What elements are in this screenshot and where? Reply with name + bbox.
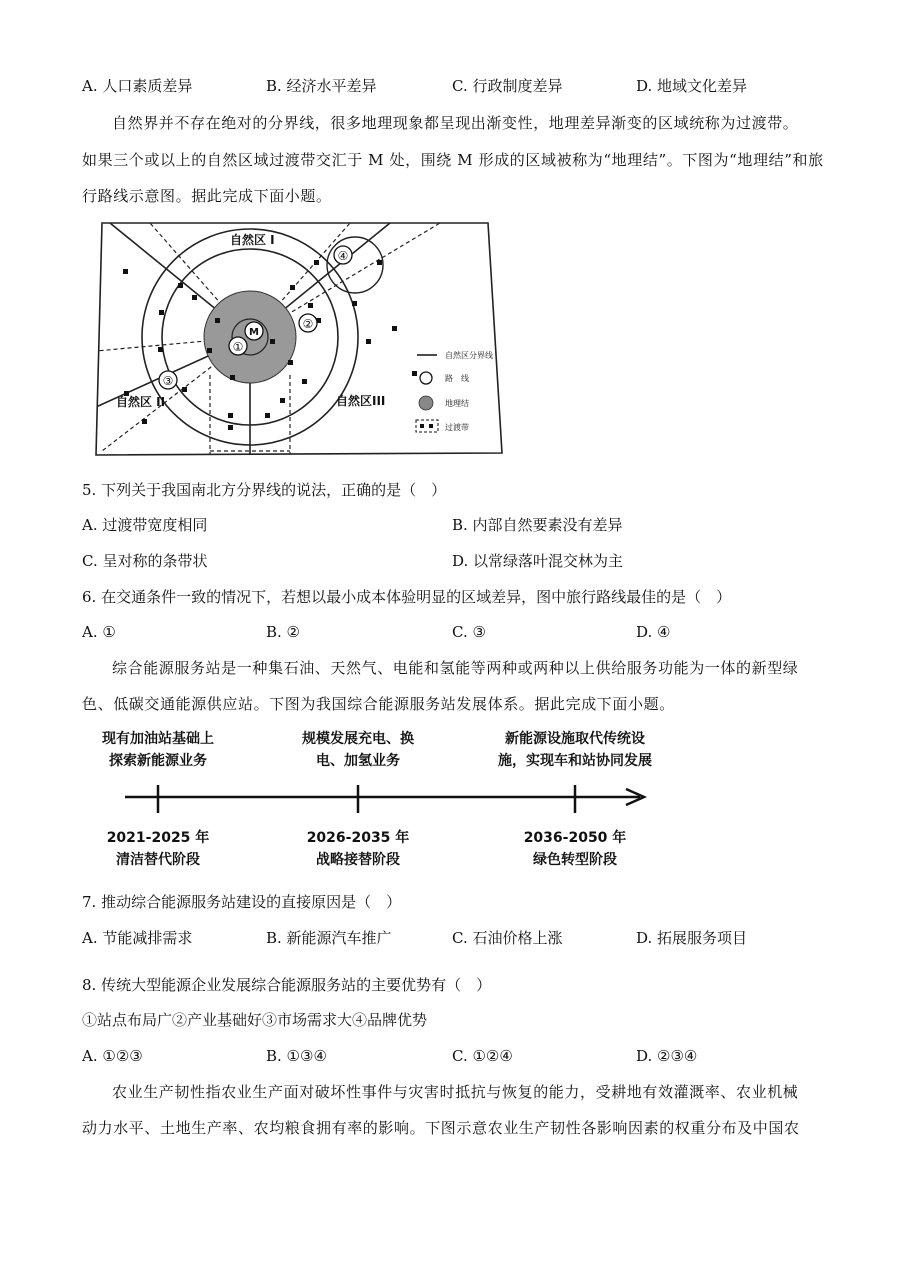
stage2-period xyxy=(278,827,438,871)
intro3-line2: 动力水平、土地生产率、农均粮食拥有率的影响。下图示意农业生产韧性各影响因素的权重分布及中国农 xyxy=(82,1119,800,1137)
map-legend xyxy=(416,350,493,432)
stage1-desc-line1: 现有加油站基础上 xyxy=(102,731,214,747)
stage3-desc-line1: 新能源设施取代传统设 xyxy=(505,731,645,747)
q6-stem: 6. 在交通条件一致的情况下，若想以最小成本体验明显的区域差异，图中旅行路线最佳的是（ ） xyxy=(82,588,732,606)
q7-stem: 7. 推动综合能源服务站建设的直接原因是（ ） xyxy=(82,893,402,911)
q8-option-a: A. ①②③ xyxy=(82,1047,143,1065)
route-2-label: ② xyxy=(302,317,314,331)
stage3-years: 2036-2050 年 xyxy=(523,830,627,846)
stage2-name: 战略接替阶段 xyxy=(316,852,400,868)
legend-boundary-label: 自然区分界线 xyxy=(445,351,493,360)
q7-option-d: D. 拓展服务项目 xyxy=(636,929,748,947)
region-3-label: 自然区III xyxy=(336,394,386,408)
q6-option-a: A. ① xyxy=(82,623,116,641)
q5-stem: 5. 下列关于我国南北方分界线的说法，正确的是（ ） xyxy=(82,481,447,499)
q4-option-c: C. 行政制度差异 xyxy=(452,77,563,95)
q7-option-b: B. 新能源汽车推广 xyxy=(266,929,392,947)
q5-option-c: C. 呈对称的条带状 xyxy=(82,552,208,570)
legend-knot-swatch xyxy=(419,396,433,410)
q8-option-d: D. ②③④ xyxy=(636,1047,698,1065)
stage2-desc-line1: 规模发展充电、换 xyxy=(302,731,414,747)
legend-transition-label: 过渡带 xyxy=(445,423,469,432)
stage1-period xyxy=(78,827,238,871)
route-4-label: ④ xyxy=(337,249,349,263)
geo-knot-map xyxy=(90,215,530,460)
stage3-name: 绿色转型阶段 xyxy=(533,852,617,868)
stage1-years: 2021-2025 年 xyxy=(106,830,210,846)
q8-option-b: B. ①③④ xyxy=(266,1047,327,1065)
q4-option-d: D. 地域文化差异 xyxy=(636,77,748,95)
timeline-chart xyxy=(120,785,660,815)
intro1-line3: 行路线示意图。据此完成下面小题。 xyxy=(82,187,332,205)
map-frame xyxy=(96,223,502,455)
stage2-desc xyxy=(278,728,438,772)
intro1-line2: 如果三个或以上的自然区域过渡带交汇于 M 处，围绕 M 形成的区域被称为“地理结”。下图为“地理结”和旅 xyxy=(82,151,824,169)
q7-option-a: A. 节能减排需求 xyxy=(82,929,193,947)
stage1-name: 清洁替代阶段 xyxy=(116,852,200,868)
q8-option-c: C. ①②④ xyxy=(452,1047,513,1065)
stage3-desc xyxy=(480,728,670,772)
q8-stem: 8. 传统大型能源企业发展综合能源服务站的主要优势有（ ） xyxy=(82,976,492,994)
stage2-desc-line2: 电、加氢业务 xyxy=(316,753,400,769)
q4-option-a: A. 人口素质差异 xyxy=(82,77,193,95)
q4-option-b: B. 经济水平差异 xyxy=(266,77,377,95)
q5-option-a: A. 过渡带宽度相同 xyxy=(82,516,208,534)
stage2-years: 2026-2035 年 xyxy=(306,830,410,846)
center-m-label: M xyxy=(249,327,259,338)
q6-option-b: B. ② xyxy=(266,623,301,641)
intro2-line1: 综合能源服务站是一种集石油、天然气、电能和氢能等两种或两种以上供给服务功能为一体的新型绿 xyxy=(112,659,799,677)
q8-items: ①站点布局广②产业基础好③市场需求大④品牌优势 xyxy=(82,1011,428,1029)
q5-option-b: B. 内部自然要素没有差异 xyxy=(452,516,623,534)
legend-knot-label: 地理结 xyxy=(445,399,469,408)
intro1-line1: 自然界并不存在绝对的分界线，很多地理现象都呈现出渐变性，地理差异渐变的区域统称为过渡带。 xyxy=(112,114,799,132)
route-1-label: ① xyxy=(232,340,244,354)
intro3-line1: 农业生产韧性指农业生产面对破坏性事件与灾害时抵抗与恢复的能力，受耕地有效灌溉率、农业机械 xyxy=(112,1083,799,1101)
intro2-line2: 色、低碳交通能源供应站。下图为我国综合能源服务站发展体系。据此完成下面小题。 xyxy=(82,695,675,713)
region-2-label: 自然区 II xyxy=(116,395,166,409)
route-3-label: ③ xyxy=(162,374,174,388)
q6-option-c: C. ③ xyxy=(452,623,486,641)
stage3-desc-line2: 施，实现车和站协同发展 xyxy=(498,753,652,769)
stage3-period xyxy=(495,827,655,871)
stage1-desc xyxy=(78,728,238,772)
stage1-desc-line2: 探索新能源业务 xyxy=(109,753,207,769)
q6-option-d: D. ④ xyxy=(636,623,671,641)
q7-option-c: C. 石油价格上涨 xyxy=(452,929,563,947)
region-1-label: 自然区 I xyxy=(230,233,275,247)
q5-option-d: D. 以常绿落叶混交林为主 xyxy=(452,552,624,570)
legend-route-label: 路 线 xyxy=(445,374,469,383)
